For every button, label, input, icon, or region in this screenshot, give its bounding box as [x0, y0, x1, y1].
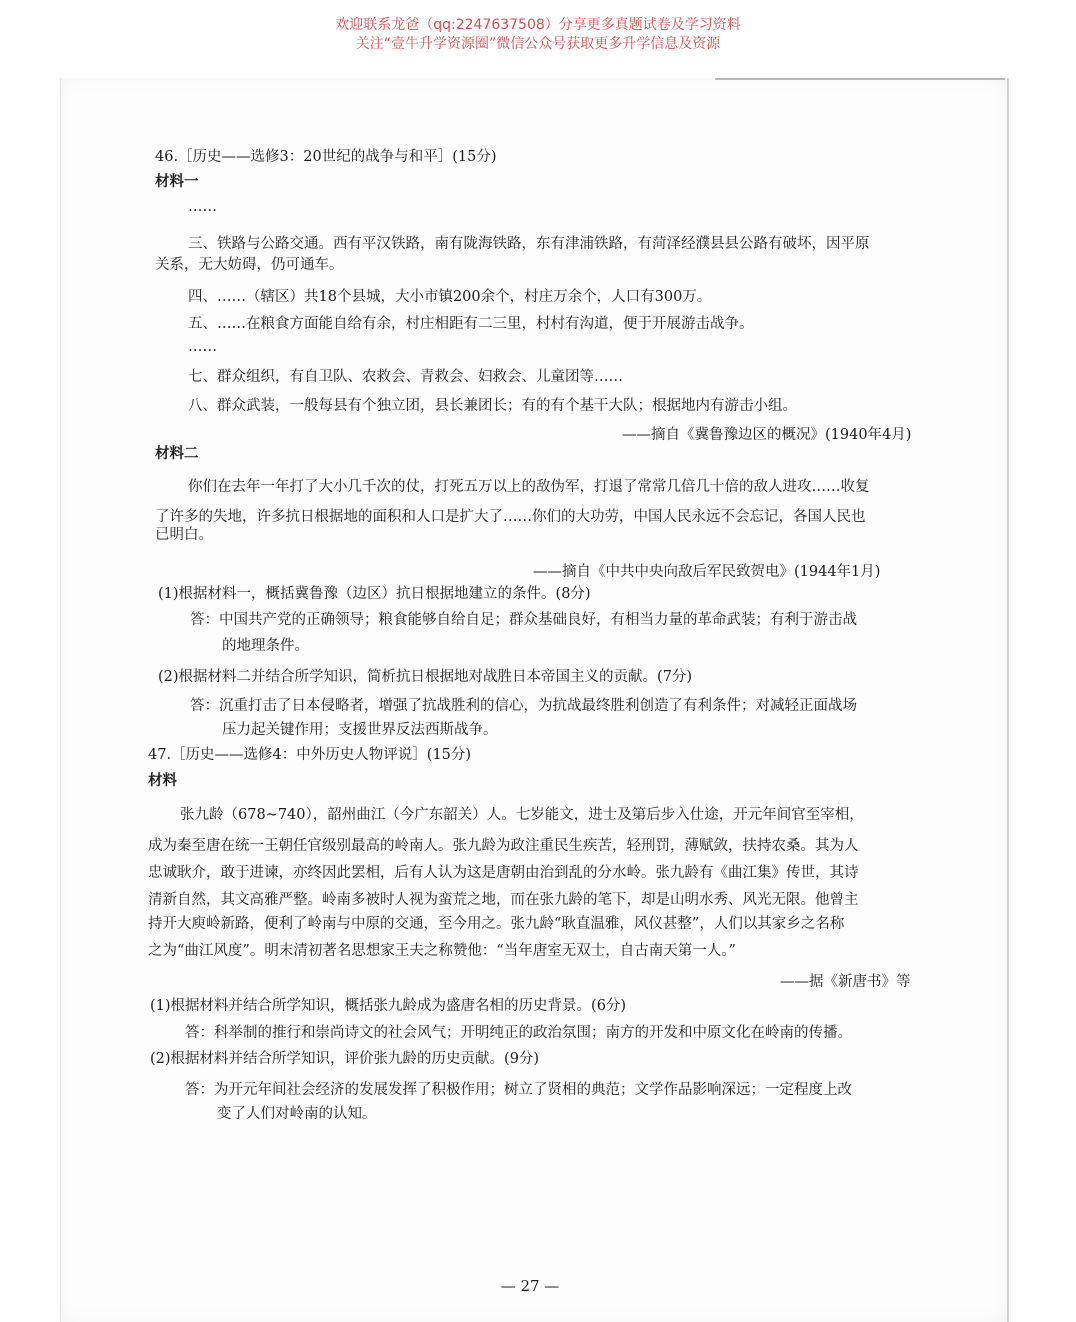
material-text-line: 关系，无大妨碍，仍可通车。 [155, 257, 344, 273]
answer-line: 变了人们对岭南的认知。 [217, 1106, 377, 1122]
material-text-line: 清新自然，其文高雅严整。岭南多被时人视为蛮荒之地，而在张九龄的笔下，却是山明水秀、风光无限。他曾主 [148, 892, 859, 908]
material-text-line: 忠诚耿介，敢于进谏，亦终因此罢相，后有人认为这是唐朝由治到乱的分水岭。张九龄有《曲江集》传世，其诗 [148, 865, 859, 881]
source-citation: ——据《新唐书》等 [780, 974, 911, 990]
answer-line: 答：为开元年间社会经济的发展发挥了积极作用；树立了贤相的典范；文学作品影响深远；一定程度上改 [185, 1082, 852, 1098]
source-citation: ——摘自《冀鲁豫边区的概况》(1940年4月) [622, 427, 912, 443]
material-text-line: 四、……（辖区）共18个县城，大小市镇200余个，村庄万余个，人口有300万。 [188, 289, 712, 305]
question-prompt: (2)根据材料二并结合所学知识，简析抗日根据地对战胜日本帝国主义的贡献。(7分) [158, 669, 693, 685]
ellipsis-line: …… [188, 199, 217, 215]
watermark-banner [0, 16, 1076, 54]
answer-line: 答：科举制的推行和崇尚诗文的社会风气；开明纯正的政治氛围；南方的开发和中原文化在岭南的传播。 [185, 1025, 852, 1041]
question-prompt: (1)根据材料并结合所学知识，概括张九龄成为盛唐名相的历史背景。(6分) [150, 998, 627, 1014]
source-citation: ——摘自《中共中央向敌后军民致贺电》(1944年1月) [533, 564, 881, 580]
page-edge-line [715, 78, 1005, 80]
material-text-line: 七、群众组织，有自卫队、农救会、青救会、妇救会、儿童团等…… [188, 369, 623, 385]
question-46-heading: 46.［历史——选修3：20世纪的战争与和平］(15分) [155, 149, 497, 165]
material-text-line: 已明白。 [155, 527, 213, 543]
material-text-line: 五、……在粮食方面能自给有余，村庄相距有二三里，村村有沟道，便于开展游击战争。 [188, 316, 754, 332]
question-prompt: (1)根据材料一，概括冀鲁豫（边区）抗日根据地建立的条件。(8分) [158, 586, 591, 602]
question-47-heading: 47.［历史——选修4：中外历史人物评说］(15分) [148, 747, 472, 763]
material-text-line: 你们在去年一年打了大小几千次的仗，打死五万以上的敌伪军，打退了常常几倍几十倍的敌人进攻……收复 [188, 479, 870, 495]
answer-line: 答：沉重打击了日本侵略者，增强了抗战胜利的信心，为抗战最终胜利创造了有利条件；对减轻正面战场 [190, 698, 857, 714]
material-text-line: 张九龄（678~740），韶州曲江（今广东韶关）人。七岁能文，进士及第后步入仕途，开元年间官至宰相， [180, 807, 864, 823]
page-number: — 27 — [500, 1277, 560, 1295]
material-text-line: 了许多的失地，许多抗日根据地的面积和人口是扩大了……你们的大功劳，中国人民永远不会忘记，各国人民也 [155, 509, 866, 525]
ellipsis-line: …… [188, 339, 217, 355]
watermark-line-2: 关注“壹牛升学资源圈”微信公众号获取更多升学信息及资源 [355, 36, 721, 52]
question-prompt: (2)根据材料并结合所学知识，评价张九龄的历史贡献。(9分) [150, 1051, 540, 1067]
material-heading: 材料二 [155, 445, 199, 462]
material-heading: 材料 [148, 772, 177, 789]
material-text-line: 三、铁路与公路交通。西有平汉铁路，南有陇海铁路，东有津浦铁路，有菏泽经濮县县公路有破坏，因平原 [188, 236, 870, 252]
answer-line: 的地理条件。 [222, 638, 309, 654]
material-text-line: 之为“曲江风度”。明末清初著名思想家王夫之称赞他：“当年唐室无双士，自古南天第一人。” [148, 943, 736, 959]
answer-line: 答：中国共产党的正确领导；粮食能够自给自足；群众基础良好，有相当力量的革命武装；有利于游击战 [190, 612, 857, 628]
answer-line: 压力起关键作用；支援世界反法西斯战争。 [222, 722, 498, 738]
watermark-line-1: 欢迎联系龙爸（qq:2247637508）分享更多真题试卷及学习资料 [335, 17, 741, 33]
material-text-line: 持开大庾岭新路，便利了岭南与中原的交通，至今用之。张九龄“耿直温雅，风仪甚整”，人们以其家乡之名称 [148, 916, 845, 932]
material-text-line: 成为秦至唐在统一王朝任官级别最高的岭南人。张九龄为政注重民生疾苦，轻刑罚，薄赋敛，扶持农桑。其为人 [148, 838, 859, 854]
material-text-line: 八、群众武装，一般每县有个独立团，县长兼团长；有的有个基干大队；根据地内有游击小组。 [188, 398, 797, 414]
material-heading: 材料一 [155, 173, 199, 190]
